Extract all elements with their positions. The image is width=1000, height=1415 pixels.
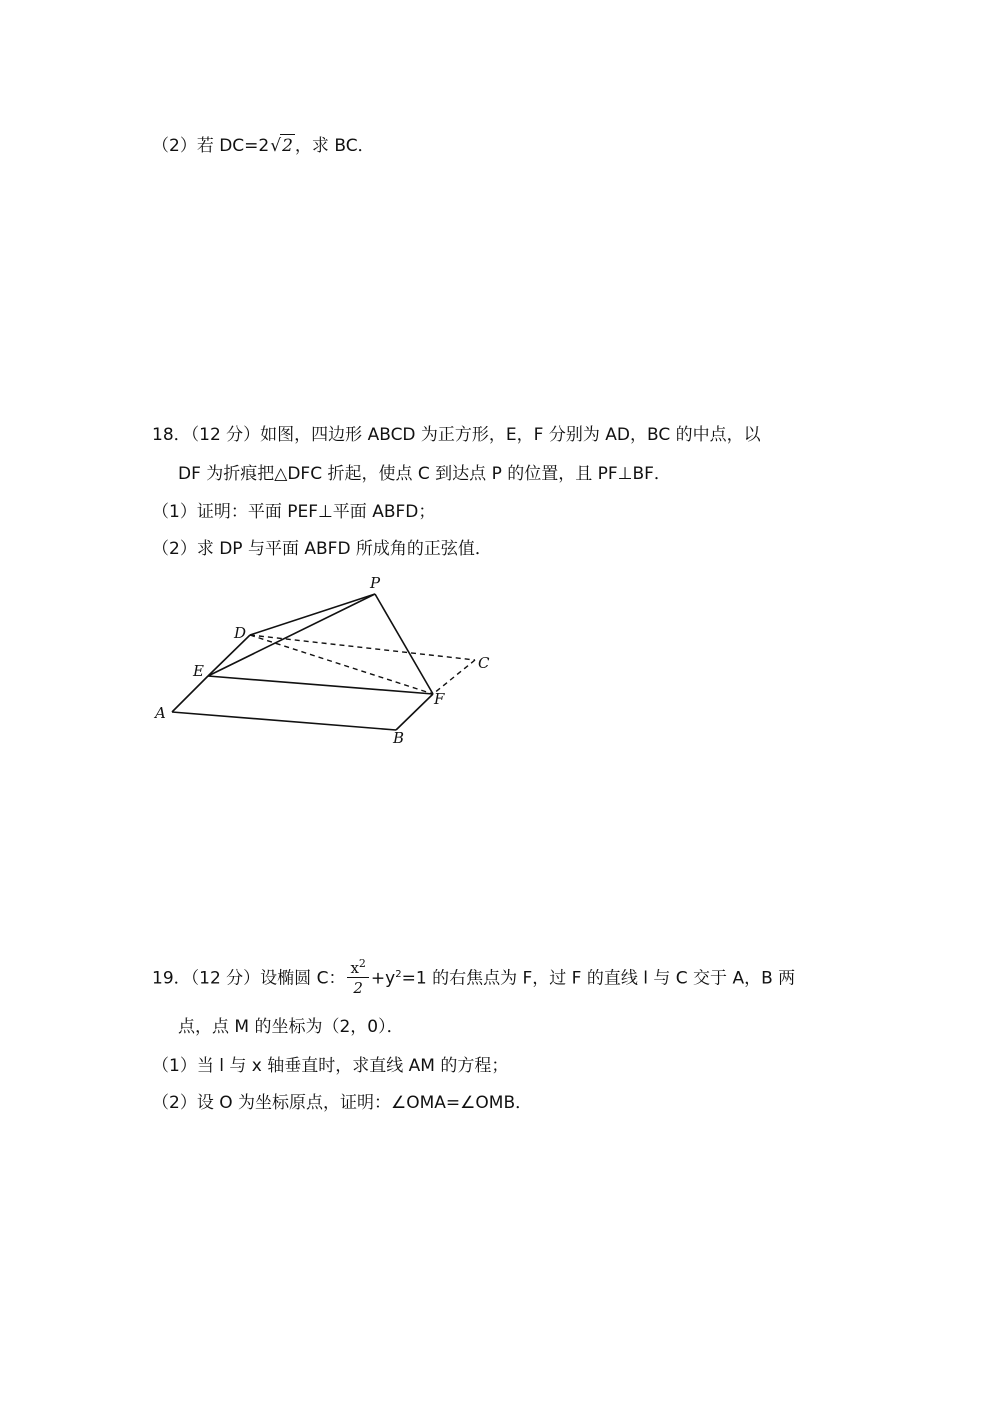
q19-line2: 点，点 M 的坐标为（2，0）． [178,1017,404,1037]
q19-part2: （2）设 O 为坐标原点，证明：∠OMA=∠OMB． [152,1093,533,1113]
fraction-x2-over-2: $\frac{x^2}{2}$ [347,955,368,998]
label-E: E [193,662,204,680]
q18-line1: 18．（12 分）如图，四边形 ABCD 为正方形，E，F 分别为 AD，BC 的中点，以 [152,425,761,445]
q18-line2: DF 为折痕把△DFC 折起，使点 C 到达点 P 的位置，且 PF⊥BF． [178,464,671,484]
label-P: P [370,574,381,592]
edge-DF-dashed [250,635,433,694]
label-A: A [155,704,166,722]
edge-DP [250,594,375,635]
label-D: D [234,624,247,642]
q19-line1-suffix: =1 的右焦点为 F，过 F 的直线 l 与 C 交于 A，B 两 [401,968,796,989]
q19-part1: （1）当 l 与 x 轴垂直时，求直线 AM 的方程； [152,1056,509,1076]
q17-part2 [152,134,375,157]
q18-part1: （1）证明：平面 PEF⊥平面 ABFD； [152,502,436,522]
q19-line1 [152,950,795,1000]
q17-part2-prefix: （2）若 DC=2 [152,136,270,156]
q17-part2-suffix: ，求 BC． [294,136,375,156]
q19-line1-prefix: 19．（12 分）设椭圆 C： [152,968,346,989]
sqrt-two: √2 [270,136,293,156]
q18-part2: （2）求 DP 与平面 ABFD 所成角的正弦值． [152,539,492,559]
edge-PF [375,594,433,694]
label-F: F [434,690,445,708]
label-C: C [478,654,490,672]
q19-y-exponent: 2 [395,969,402,980]
q18-figure [150,570,510,750]
edge-AB [172,712,396,730]
q19-line1-mid: +y [370,968,396,989]
edge-EF [208,676,433,694]
edge-AE [172,676,208,712]
edge-BF [396,694,433,730]
edge-CF-dashed [433,660,475,694]
label-B: B [393,729,405,747]
